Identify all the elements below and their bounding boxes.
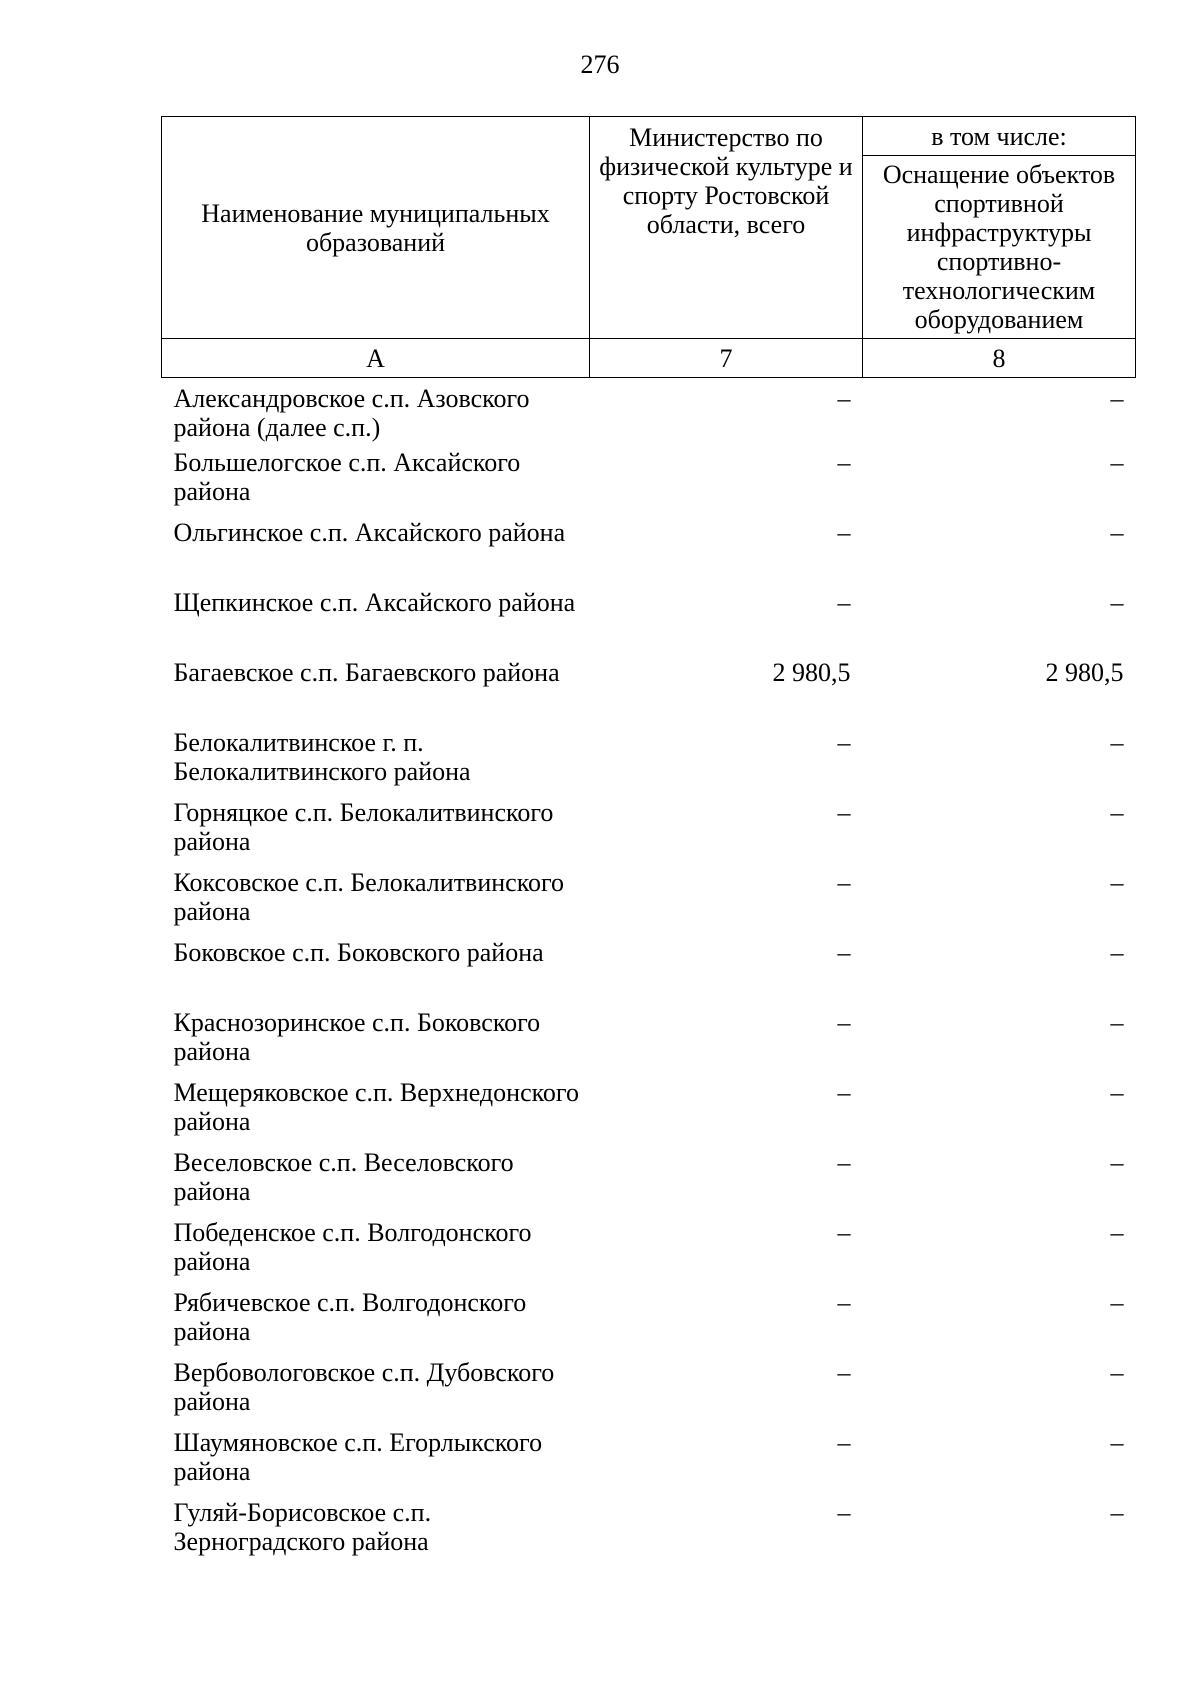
value-col8: – (1110, 588, 1124, 617)
header-col7: Министерство по физической культуре и спорту Ростовской области, всего (590, 117, 863, 339)
value-col8: – (1110, 384, 1124, 413)
table-body (162, 378, 1136, 1569)
value-col7: – (837, 448, 851, 477)
value-col8: – (1110, 1428, 1124, 1457)
value-col7: – (837, 588, 851, 617)
table-row (162, 378, 1136, 449)
value-col7: – (837, 1358, 851, 1387)
value-col8: – (1110, 938, 1124, 967)
value-col7: – (837, 938, 851, 967)
municipality-name: Ольгинское с.п. Аксайского района (173, 518, 566, 547)
header-index-7: 7 (590, 339, 863, 378)
value-col8: – (1110, 1008, 1124, 1037)
municipality-name: Рябичевское с.п. Волгодонского района (173, 1288, 527, 1346)
table-row (162, 518, 1136, 588)
value-col8: – (1110, 728, 1124, 757)
header-index-8: 8 (863, 339, 1136, 378)
municipality-name: Коксовское с.п. Белокалитвинского района (173, 868, 565, 926)
value-col8: – (1110, 518, 1124, 547)
table-row (162, 1288, 1136, 1358)
table-row (162, 448, 1136, 518)
page-number: 276 (580, 50, 620, 79)
table-header (162, 117, 1136, 378)
value-col7: – (837, 728, 851, 757)
municipality-name: Александровское с.п. Азовского района (далее с.п.) (173, 384, 530, 442)
table-row (162, 1498, 1136, 1568)
value-col8: – (1110, 1358, 1124, 1387)
table-row (162, 1428, 1136, 1498)
table-row (162, 1008, 1136, 1078)
municipality-name: Большелогское с.п. Аксайского района (173, 448, 521, 506)
header-name-column: Наименование муниципальных образований (162, 117, 590, 339)
municipality-name: Багаевское с.п. Багаевского района (173, 658, 560, 687)
value-col7: – (837, 1498, 851, 1527)
value-col8: – (1110, 1218, 1124, 1247)
table-row (162, 798, 1136, 868)
table-row (162, 588, 1136, 658)
value-col7: – (837, 1428, 851, 1457)
municipality-name: Краснозоринское с.п. Боковского района (173, 1008, 541, 1066)
value-col8: 2 980,5 (1045, 658, 1124, 687)
table-row (162, 1358, 1136, 1428)
value-col7: – (837, 1288, 851, 1317)
value-col7: – (837, 1008, 851, 1037)
value-col7: – (837, 384, 851, 413)
value-col8: – (1110, 448, 1124, 477)
value-col8: – (1110, 1288, 1124, 1317)
value-col7: – (837, 798, 851, 827)
municipality-name: Веселовское с.п. Веселовского района (173, 1148, 514, 1206)
table-row (162, 868, 1136, 938)
value-col7: – (837, 1218, 851, 1247)
header-including: в том числе: (863, 117, 1136, 156)
municipality-name: Белокалитвинское г. п. Белокалитвинского района (173, 728, 471, 786)
header-col8: Оснащение объектов спортивной инфраструктуры спортивно-технологическим оборудованием (863, 156, 1136, 339)
municipality-name: Вербовологовское с.п. Дубовского района (173, 1358, 555, 1416)
value-col7: – (837, 1148, 851, 1177)
value-col8: – (1110, 1148, 1124, 1177)
municipality-name: Боковское с.п. Боковского района (173, 938, 544, 967)
municipality-name: Щепкинское с.п. Аксайского района (173, 588, 576, 617)
municipality-name: Шаумяновское с.п. Егорлыкского района (173, 1428, 543, 1486)
municipality-name: Победенское с.п. Волгодонского района (173, 1218, 532, 1276)
value-col8: – (1110, 798, 1124, 827)
table-row (162, 658, 1136, 728)
value-col7: – (837, 868, 851, 897)
value-col8: – (1110, 1498, 1124, 1527)
table-row (162, 938, 1136, 1008)
table-row (162, 1148, 1136, 1218)
value-col7: – (837, 518, 851, 547)
data-table (161, 116, 1136, 1568)
table-row (162, 728, 1136, 798)
header-index-a: А (162, 339, 590, 378)
municipality-name: Горняцкое с.п. Белокалитвинского района (173, 798, 554, 856)
value-col7: 2 980,5 (772, 658, 851, 687)
value-col7: – (837, 1078, 851, 1107)
value-col8: – (1110, 868, 1124, 897)
table-row (162, 1078, 1136, 1148)
municipality-name: Гуляй-Борисовское с.п. Зерноградского района (173, 1498, 432, 1556)
municipality-name: Мещеряковское с.п. Верхнедонского района (173, 1078, 579, 1136)
table-row (162, 1218, 1136, 1288)
value-col8: – (1110, 1078, 1124, 1107)
